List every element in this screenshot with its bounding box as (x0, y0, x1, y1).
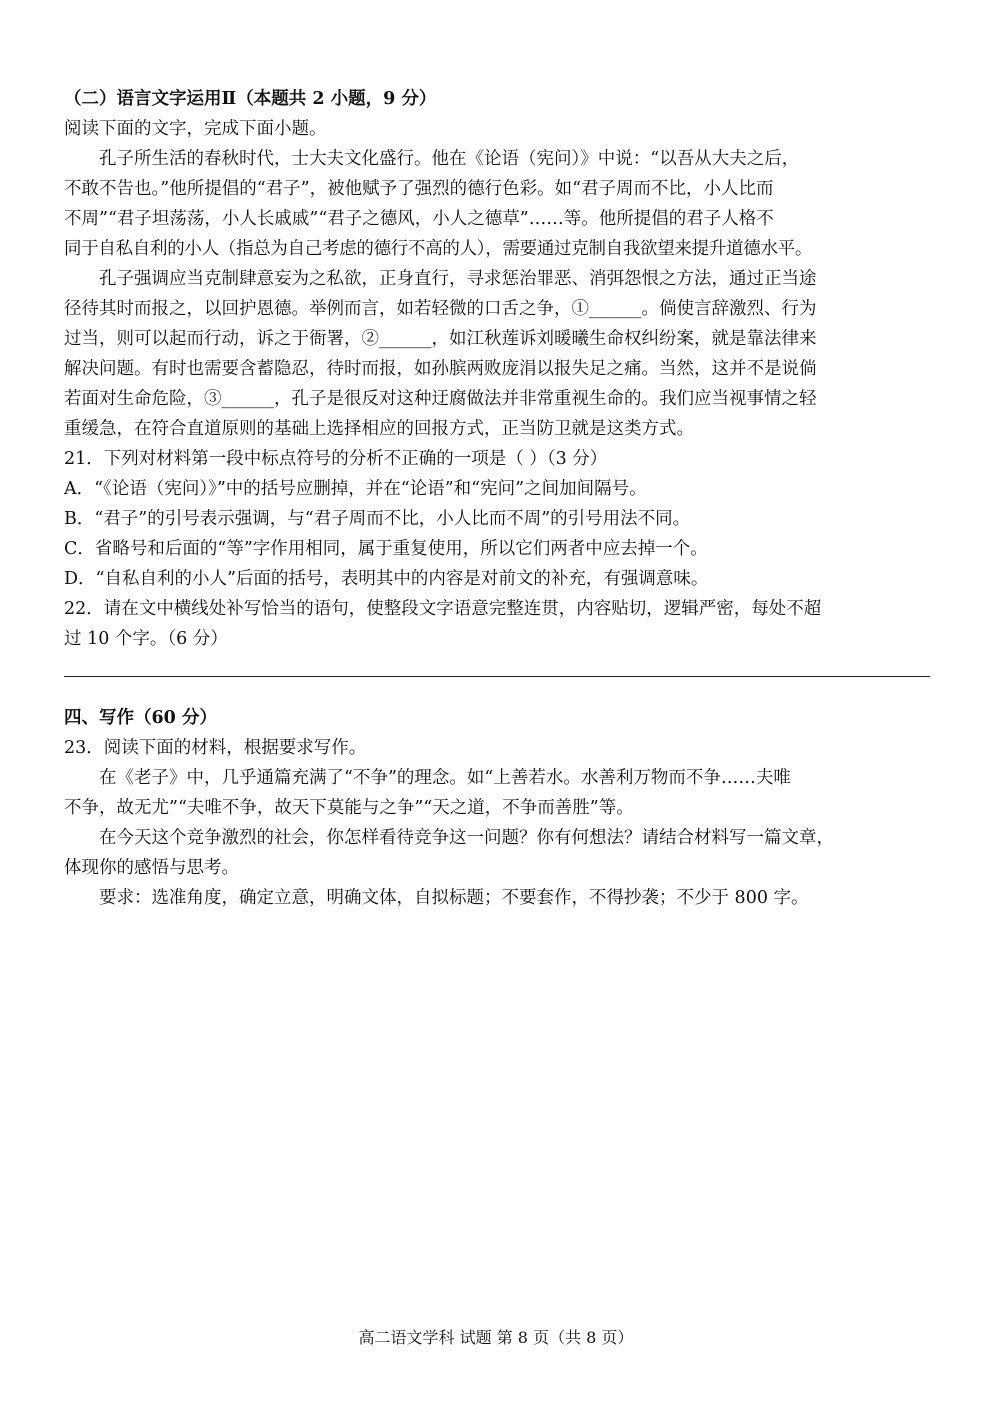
passage-line: 若面对生命危险，③______，孔子是很反对这种迂腐做法并非常重视生命的。我们应当视事情之轻 (64, 389, 817, 409)
material-line: 在《老子》中，几乎通篇充满了“不争”的理念。如“上善若水。水善利万物而不争……夫唯 (99, 768, 791, 788)
passage-line: 解决问题。有时也需要含蓄隐忍，待时而报，如孙膑两败庞涓以报失足之痛。当然，这并不是说倘 (64, 359, 817, 379)
question-stem: 过 10 个字。（6 分） (64, 629, 228, 649)
page-footer: 高二语文学科 试题 第 8 页（共 8 页） (358, 1328, 634, 1347)
section-heading-writing: 四、写作（60 分） (64, 708, 217, 728)
material-line: 不争，故无尤”“夫唯不争，故天下莫能与之争”“天之道，不争而善胜”等。 (64, 798, 634, 818)
question-23-stem: 23．阅读下面的材料，根据要求写作。 (64, 738, 367, 758)
question-stem: 22．请在文中横线处补写恰当的语句，使整段文字语意完整连贯，内容贴切，逻辑严密，每处不超 (64, 599, 822, 619)
section-heading-language-use: （二）语言文字运用Ⅱ（本题共 2 小题，9 分） (64, 89, 437, 109)
exam-page (64, 84, 930, 913)
passage-line: 同于自私自利的小人（指总为自己考虑的德行不高的人），需要通过克制自我欲望来提升道德水平。 (64, 239, 813, 259)
material-line: 在今天这个竞争激烈的社会，你怎样看待竞争这一问题？你有何想法？请结合材料写一篇文章， (99, 828, 834, 848)
question-21 (64, 444, 930, 594)
question-22 (64, 594, 930, 654)
material-line: 体现你的感悟与思考。 (64, 858, 239, 878)
option-a: A．“《论语（宪问）》”中的括号应删掉，并在“论语”和“宪问”之间加间隔号。 (64, 479, 647, 499)
reading-instruction: 阅读下面的文字，完成下面小题。 (64, 119, 327, 139)
passage-line: 孔子强调应当克制肆意妄为之私欲，正身直行，寻求惩治罪恶、消弭怨恨之方法，通过正当途 (99, 269, 817, 289)
writing-requirements: 要求：选准角度，确定立意，明确文体，自拟标题；不要套作，不得抄袭；不少于 800 字。 (99, 888, 809, 908)
passage-line: 过当，则可以起而行动，诉之于衙署，②______，如江秋莲诉刘暖曦生命权纠纷案，就是靠法律来 (64, 329, 817, 349)
passage-line: 孔子所生活的春秋时代，士大夫文化盛行。他在《论语（宪问）》中说：“以吾从大夫之后， (99, 149, 800, 169)
passage-line: 不周”“君子坦荡荡，小人长戚戚”“君子之德风，小人之德草”……等。他所提倡的君子人格不 (64, 209, 774, 229)
passage-line: 不敢不告也。”他所提倡的“君子”，被他赋予了强烈的德行色彩。如“君子周而不比，小人比而 (64, 179, 774, 199)
writing-material (64, 763, 930, 913)
passage-line: 径待其时而报之，以回护恩德。举例而言，如若轻微的口舌之争，①______。倘使言辞激烈、行为 (64, 299, 817, 319)
section-divider (64, 676, 930, 677)
reading-passage (64, 144, 930, 444)
passage-line: 重缓急，在符合直道原则的基础上选择相应的回报方式，正当防卫就是这类方式。 (64, 419, 694, 439)
question-stem: 21．下列对材料第一段中标点符号的分析不正确的一项是（ ）（3 分） (64, 449, 608, 469)
option-c: C．省略号和后面的“等”字作用相同，属于重复使用，所以它们两者中应去掉一个。 (64, 539, 708, 559)
option-d: D．“自私自利的小人”后面的括号，表明其中的内容是对前文的补充，有强调意味。 (64, 569, 709, 589)
option-b: B．“君子”的引号表示强调，与“君子周而不比，小人比而不周”的引号用法不同。 (64, 509, 691, 529)
